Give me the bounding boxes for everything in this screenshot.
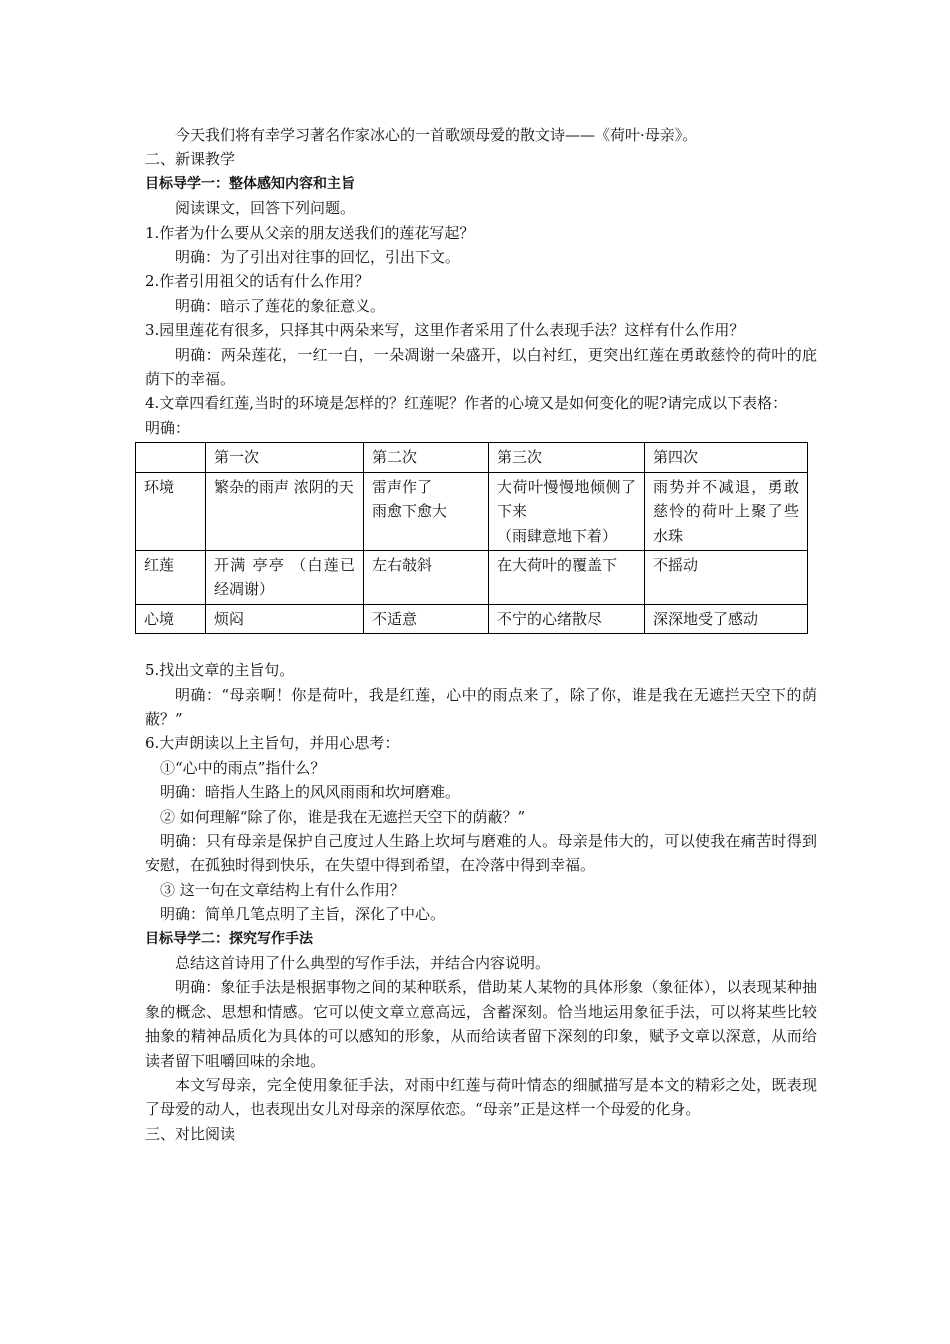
- question-4: 4.文章四看红莲,当时的环境是怎样的？红莲呢？作者的心境又是如何变化的呢?请完成以下表格：: [145, 394, 788, 413]
- table-cell: 深深地受了感动: [645, 604, 808, 633]
- question-2: 2.作者引用祖父的话有什么作用？: [145, 272, 370, 291]
- answer-1: 明确：为了引出对往事的回忆，引出下文。: [175, 248, 461, 267]
- question-6-2: ② 如何理解“除了你，谁是我在无遮拦天空下的荫蔽？”: [160, 807, 526, 826]
- table-cell: 环境: [136, 472, 206, 550]
- goal1-heading: 目标导学一：整体感知内容和主旨: [145, 175, 355, 192]
- answer-5: 明确：“母亲啊！你是荷叶，我是红莲，心中的雨点来了，除了你，谁是我在无遮拦天空下的荫蔽？”: [145, 685, 817, 728]
- section-heading-2: 二、新课教学: [145, 150, 236, 169]
- table-header-cell: 第四次: [645, 443, 808, 472]
- answer-4-label: 明确：: [145, 418, 191, 437]
- table-header-cell: 第二次: [364, 443, 489, 472]
- document-page: [145, 123, 817, 1146]
- table-header-cell: 第一次: [206, 443, 364, 472]
- table-row: [136, 472, 808, 550]
- intro-paragraph: 今天我们将有幸学习著名作家冰心的一首歌颂母爱的散文诗——《荷叶·母亲》。: [175, 126, 698, 144]
- answer-6-2: 明确：只有母亲是保护自己度过人生路上坎坷与磨难的人。母亲是伟大的，可以使我在痛苦时得到安慰，在孤独时得到快乐，在失望中得到希望，在冷落中得到幸福。: [145, 831, 817, 875]
- section-heading-3: 三、对比阅读: [145, 1124, 236, 1143]
- question-6: 6.大声朗读以上主旨句，并用心思考：: [145, 734, 400, 753]
- answer-2: 明确：暗示了莲花的象征意义。: [175, 296, 386, 315]
- table-cell: 大荷叶慢慢地倾侧了下来 （雨肆意地下着）: [489, 472, 645, 550]
- question-6-3: ③ 这一句在文章结构上有什么作用？: [160, 880, 405, 899]
- goal2-paragraph-2: 本文写母亲，完全使用象征手法，对雨中红莲与荷叶情态的细腻描写是本文的精彩之处，既表现了母爱的动人，也表现出女儿对母亲的深厚依恋。“母亲”正是这样一个母爱的化身。: [145, 1076, 817, 1119]
- answer-6-1: 明确：暗指人生路上的风风雨雨和坎坷磨难。: [160, 783, 461, 802]
- table-cell: 不摇动: [645, 550, 808, 604]
- table-cell: 心境: [136, 604, 206, 633]
- comparison-table: [135, 442, 808, 634]
- question-3: 3.园里莲花有很多，只择其中两朵来写，这里作者采用了什么表现手法？这样有什么作用？: [145, 321, 745, 340]
- answer-6-3: 明确：简单几笔点明了主旨，深化了中心。: [160, 905, 446, 924]
- table-header-cell: [136, 443, 206, 472]
- table-header-cell: 第三次: [489, 443, 645, 472]
- goal2-instruction: 总结这首诗用了什么典型的写作手法，并结合内容说明。: [175, 954, 551, 972]
- table-header-row: [136, 443, 808, 472]
- table-cell: 不适意: [364, 604, 489, 633]
- table-cell: 红莲: [136, 550, 206, 604]
- goal1-instruction: 阅读课文，回答下列问题。: [175, 199, 356, 218]
- table-cell: 繁杂的雨声 浓阴的天: [206, 472, 364, 550]
- question-6-1: ①“心中的雨点”指什么？: [160, 758, 326, 777]
- table-cell: 雷声作了 雨愈下愈大: [364, 472, 489, 550]
- table-cell: 烦闷: [206, 604, 364, 633]
- table-cell: 雨势并不减退，勇敢慈怜的荷叶上聚了些水珠: [645, 472, 808, 550]
- table-cell: 在大荷叶的覆盖下: [489, 550, 645, 604]
- table-row: [136, 550, 808, 604]
- goal2-answer: 明确：象征手法是根据事物之间的某种联系，借助某人某物的具体形象（象征体），以表现某种抽象的概念、思想和情感。它可以使文章立意高远，含蓄深刻。恰当地运用象征手法，可以将某些比较抽象的精神品质化为具体的可以感知的形象，从而给读者留下深刻的印象，赋予文章以深意，从而给读者留下咀嚼回味的余地。: [145, 978, 817, 1070]
- answer-3: 明确：两朵莲花，一红一白，一朵凋谢一朵盛开，以白衬红，更突出红莲在勇敢慈怜的荷叶的庇荫下的幸福。: [145, 345, 817, 389]
- question-5: 5.找出文章的主旨句。: [145, 661, 295, 680]
- table-cell: 左右攲斜: [364, 550, 489, 604]
- table-cell: 不宁的心绪散尽: [489, 604, 645, 633]
- question-1: 1.作者为什么要从父亲的朋友送我们的莲花写起？: [145, 223, 475, 242]
- table-cell: 开满 亭亭 （白莲已经凋谢）: [206, 550, 364, 604]
- goal2-heading: 目标导学二：探究写作手法: [145, 930, 313, 947]
- table-row: [136, 604, 808, 633]
